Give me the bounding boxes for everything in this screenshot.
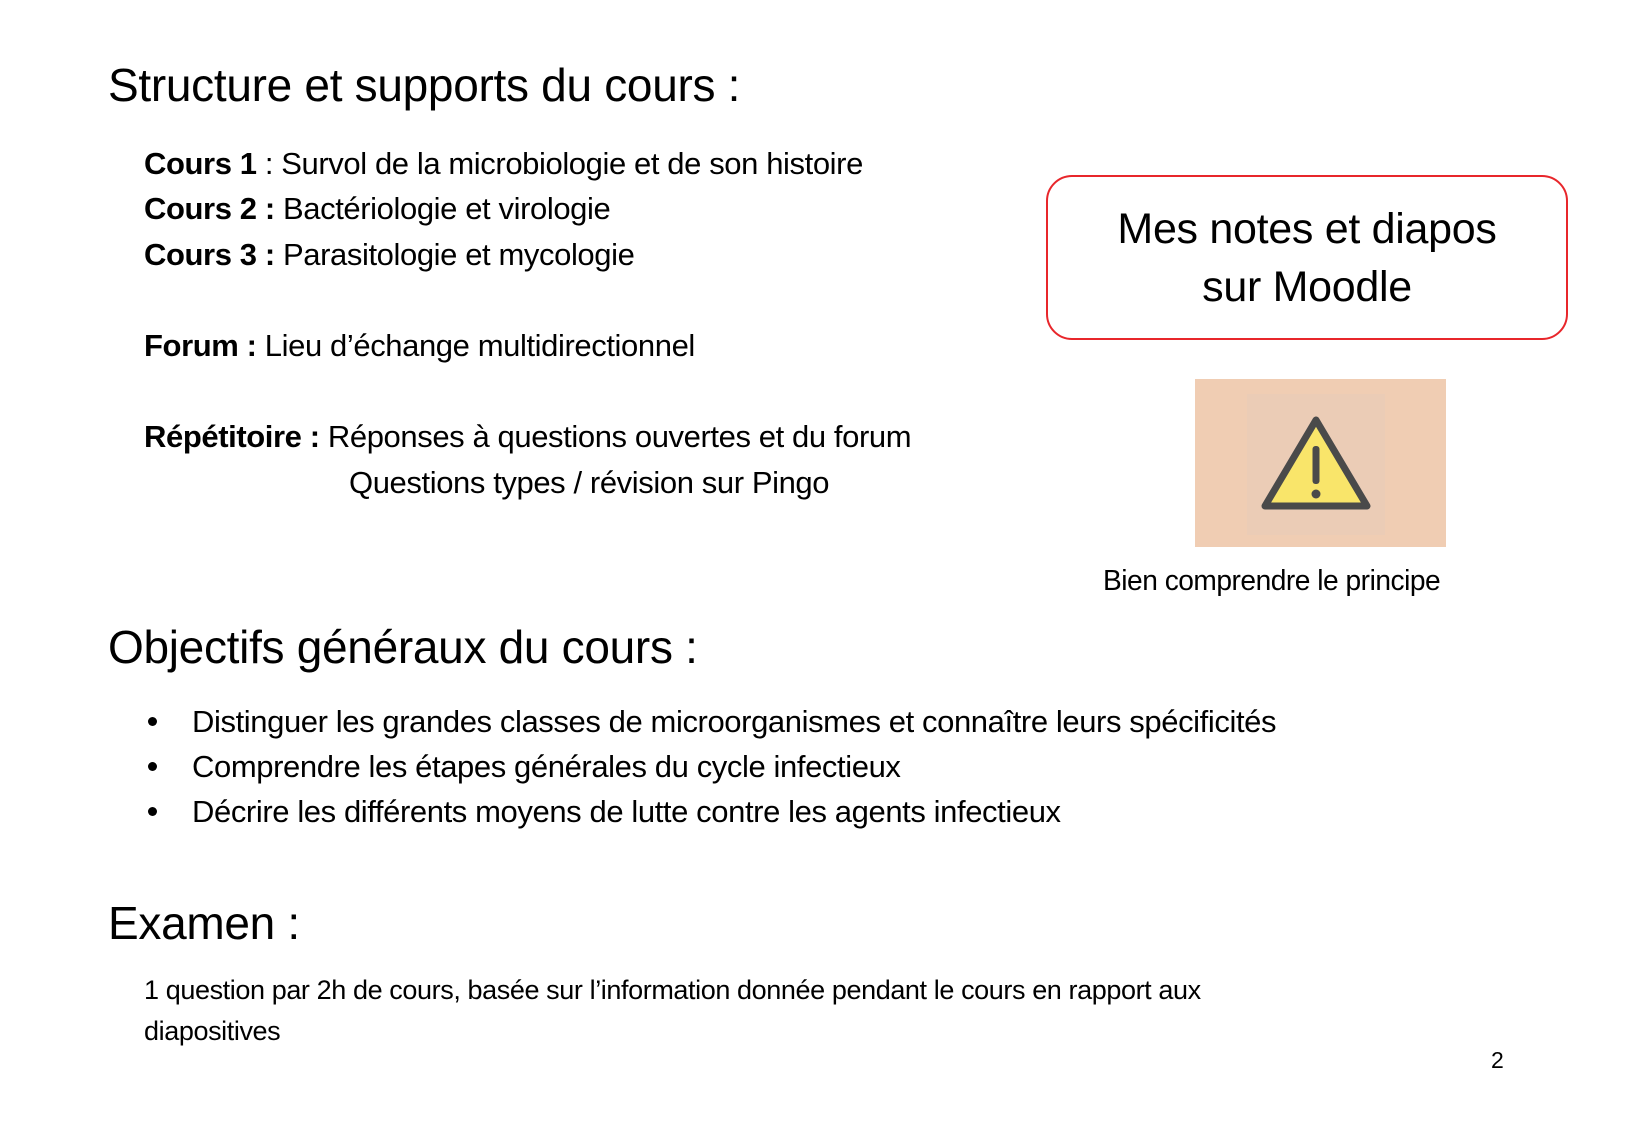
course-sep: : xyxy=(256,146,282,181)
warning-image-inner xyxy=(1247,394,1385,535)
course-line-3 xyxy=(144,239,634,270)
course-label: Cours 1 xyxy=(144,146,257,181)
bullet-icon xyxy=(148,807,157,816)
moodle-callout-box xyxy=(1046,175,1568,340)
forum-line xyxy=(144,330,695,361)
repetitoire-label: Répétitoire : xyxy=(144,419,320,454)
bullet-icon xyxy=(148,717,157,726)
objective-item-3: Décrire les différents moyens de lutte contre les agents infectieux xyxy=(192,794,1061,829)
objective-item-2: Comprendre les étapes générales du cycle infectieux xyxy=(192,749,901,784)
section-title-structure: Structure et supports du cours : xyxy=(108,59,741,111)
course-sep xyxy=(275,237,283,272)
moodle-callout-line-2: sur Moodle xyxy=(1202,262,1412,311)
page-number: 2 xyxy=(1491,1047,1504,1073)
repetitoire-line-1 xyxy=(144,421,911,452)
course-line-1 xyxy=(144,148,863,179)
course-text: Parasitologie et mycologie xyxy=(282,237,635,272)
forum-label: Forum : xyxy=(144,328,257,363)
course-line-2 xyxy=(144,193,610,224)
repetitoire-text: Réponses à questions ouvertes et du forum xyxy=(327,419,912,454)
moodle-callout-line-1: Mes notes et diapos xyxy=(1117,204,1497,253)
warning-triangle-icon xyxy=(1259,414,1373,514)
exam-text-line-1: 1 question par 2h de cours, basée sur l’information donnée pendant le cours en rapport aux xyxy=(144,975,1201,1005)
bullet-icon xyxy=(148,762,157,771)
warning-caption: Bien comprendre le principe xyxy=(1103,565,1441,597)
repetitoire-line-2: Questions types / révision sur Pingo xyxy=(349,465,830,500)
course-sep xyxy=(275,191,283,226)
objective-item-1: Distinguer les grandes classes de microorganismes et connaître leurs spécificités xyxy=(192,704,1277,739)
forum-text: Lieu d’échange multidirectionnel xyxy=(264,328,695,363)
section-title-exam: Examen : xyxy=(108,897,300,949)
exam-text-line-2: diapositives xyxy=(144,1016,281,1046)
course-text: Survol de la microbiologie et de son histoire xyxy=(281,146,863,181)
section-title-objectives: Objectifs généraux du cours : xyxy=(108,621,698,673)
course-label: Cours 2 : xyxy=(144,191,275,226)
course-text: Bactériologie et virologie xyxy=(282,191,611,226)
warning-image xyxy=(1195,379,1446,547)
course-label: Cours 3 : xyxy=(144,237,275,272)
